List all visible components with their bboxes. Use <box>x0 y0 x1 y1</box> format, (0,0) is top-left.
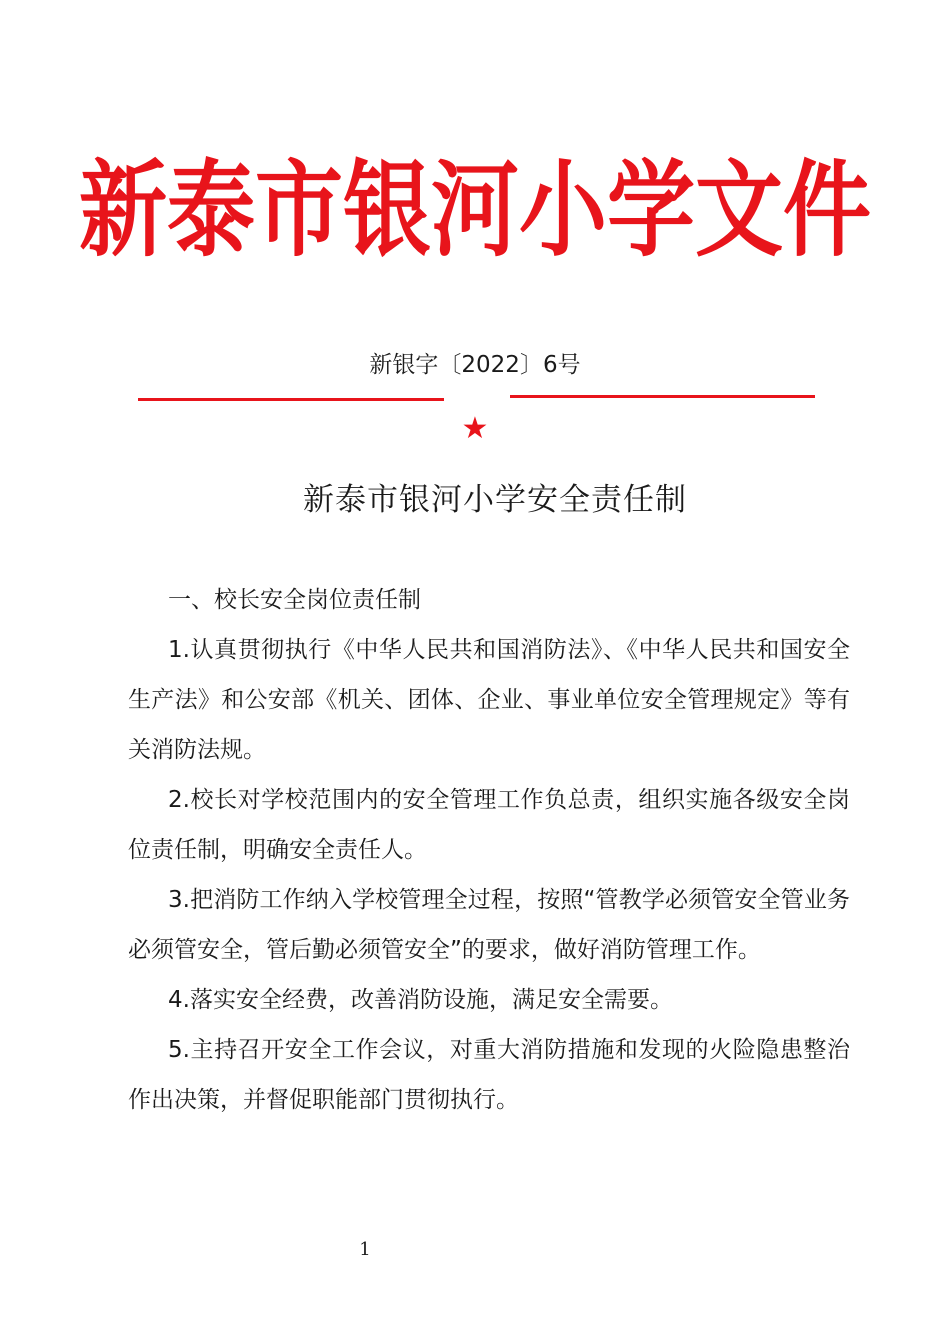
masthead-title: 新泰市银河小学文件 <box>78 149 871 271</box>
page-number: 1 <box>359 1239 371 1260</box>
red-divider-right <box>510 395 815 398</box>
document-title: 新泰市银河小学安全责任制 <box>303 482 687 518</box>
body-paragraph: 1.认真贯彻执行《中华人民共和国消防法》、《中华人民共和国安全生产法》和公安部《机关、团体、企业、事业单位安全管理规定》等有关消防法规。 <box>128 637 850 763</box>
section-heading: 一、校长安全岗位责任制 <box>168 587 421 613</box>
red-divider-left <box>138 398 444 401</box>
body-paragraph: 4.落实安全经费，改善消防设施，满足安全需要。 <box>168 987 673 1013</box>
document-body <box>128 575 850 1125</box>
body-paragraph: 3.把消防工作纳入学校管理全过程，按照“管教学必须管安全管业务必须管安全，管后勤必须管安全”的要求，做好消防管理工作。 <box>128 887 850 963</box>
document-number: 新银字〔2022〕6号 <box>369 352 581 378</box>
star-icon: ★ <box>461 411 489 446</box>
body-paragraph: 5.主持召开安全工作会议，对重大消防措施和发现的火险隐患整治作出决策，并督促职能部门贯彻执行。 <box>128 1037 850 1113</box>
body-paragraph: 2.校长对学校范围内的安全管理工作负总责，组织实施各级安全岗位责任制，明确安全责任人。 <box>128 787 850 863</box>
